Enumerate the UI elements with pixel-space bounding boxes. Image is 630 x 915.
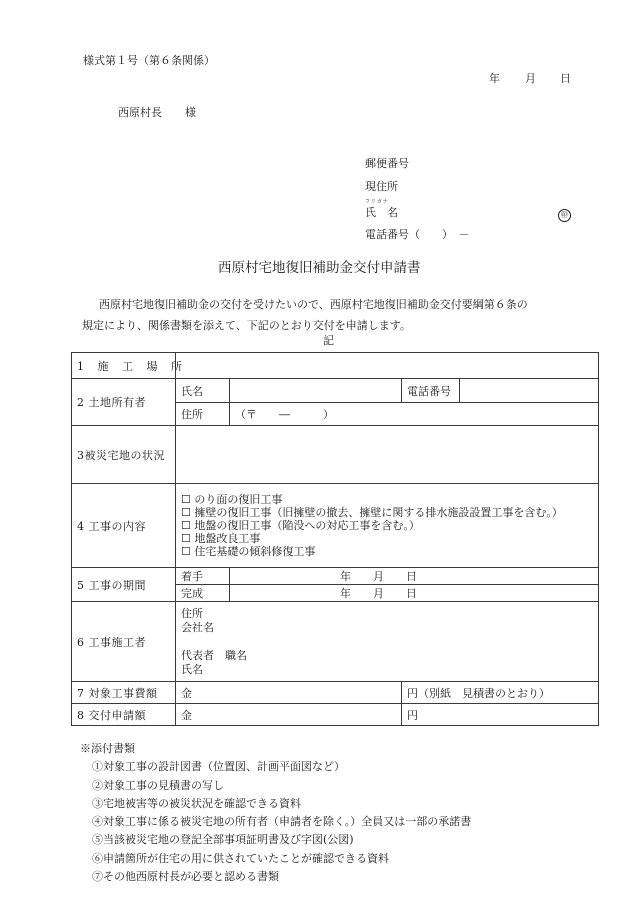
honorific: 様 bbox=[185, 106, 196, 119]
seal-mark: ㊞ bbox=[558, 209, 571, 222]
addressee: 西原村長 bbox=[118, 106, 162, 119]
phone-label: 電話番号（ ） － bbox=[365, 228, 470, 241]
target-cost-prefix[interactable]: 金 bbox=[176, 682, 402, 704]
owner-phone-field[interactable] bbox=[460, 379, 599, 403]
attachment-item: ③宅地被害等の被災状況を確認できる資料 bbox=[92, 796, 301, 810]
contractor-name-label: 氏名 bbox=[181, 662, 203, 676]
work-start-label: 着手 bbox=[176, 568, 230, 585]
intro-line-1: 西原村宅地復旧補助金の交付を受けたいので、西原村宅地復旧補助金交付要綱第６条の bbox=[99, 298, 528, 311]
contractor-field[interactable] bbox=[176, 602, 599, 682]
work-start-date-field[interactable]: 年 月 日 bbox=[230, 568, 599, 585]
row-work-period-start bbox=[72, 568, 599, 585]
contractor-address-label: 住所 bbox=[181, 606, 203, 620]
contractor-label: 6 工事施工者 bbox=[72, 602, 176, 682]
row-contractor bbox=[72, 602, 599, 682]
seal-mark-icon bbox=[558, 207, 571, 222]
row-damage-status bbox=[72, 426, 599, 484]
work-option-ground-improvement-checkbox[interactable]: ☐ 地盤改良工事 bbox=[181, 532, 261, 545]
owner-address-field[interactable] bbox=[230, 403, 599, 426]
work-option-retaining-wall-checkbox[interactable]: ☐ 擁壁の復旧工事（旧擁壁の撤去、擁壁に関する排水施設設置工事を含む。） bbox=[181, 506, 563, 519]
date-day-label: 日 bbox=[560, 72, 571, 85]
row-work-content bbox=[72, 484, 599, 568]
damage-status-label: 3被災宅地の状況 bbox=[72, 426, 176, 484]
owner-phone-label: 電話番号 bbox=[402, 379, 460, 403]
land-owner-label: 2 土地所有者 bbox=[72, 379, 176, 426]
row-grant-amount bbox=[72, 704, 599, 726]
applicant-name-label: 氏 名 bbox=[365, 206, 398, 219]
attachment-item: ⑦その他西原村長が必要と認める書類 bbox=[92, 870, 279, 884]
address-label: 現住所 bbox=[365, 180, 398, 193]
ki-marker: 記 bbox=[323, 334, 334, 347]
intro-line-2: 規定により、関係書類を添えて、下記のとおり交付を申請します。 bbox=[82, 319, 411, 332]
damage-status-field[interactable] bbox=[176, 426, 599, 484]
owner-postal-hint: （〒 ― ） bbox=[235, 408, 334, 421]
work-option-slope-checkbox[interactable]: ☐ のり面の復旧工事 bbox=[181, 493, 283, 506]
attachment-item: ⑥申請箇所が住宅の用に供されていたことが確認できる資料 bbox=[92, 851, 389, 865]
target-cost-label: 7 対象工事費額 bbox=[72, 682, 176, 704]
row-target-cost bbox=[72, 682, 599, 704]
intro-text bbox=[82, 294, 574, 336]
owner-name-label: 氏名 bbox=[176, 379, 230, 403]
application-form-table bbox=[71, 352, 599, 726]
work-content-label: 4 工事の内容 bbox=[72, 484, 176, 568]
grant-amount-label: 8 交付申請額 bbox=[72, 704, 176, 726]
construction-site-label: 1 施 工 場 所 bbox=[72, 353, 176, 379]
construction-site-field[interactable] bbox=[176, 353, 599, 379]
attachments-list bbox=[80, 740, 471, 886]
attachments-heading: ※添付書類 bbox=[80, 742, 135, 755]
work-option-ground-restoration-checkbox[interactable]: ☐ 地盤の復旧工事（陥没への対応工事を含む。） bbox=[181, 519, 420, 532]
grant-amount-prefix[interactable]: 金 bbox=[176, 704, 402, 726]
work-end-label: 完成 bbox=[176, 585, 230, 602]
postal-code-label: 郵便番号 bbox=[365, 157, 409, 170]
work-option-foundation-tilt-checkbox[interactable]: ☐ 住宅基礎の傾斜修復工事 bbox=[181, 545, 316, 558]
contractor-representative-label: 代表者 職名 bbox=[181, 648, 247, 662]
row-construction-site bbox=[72, 353, 599, 379]
contractor-spacer bbox=[181, 635, 593, 649]
work-period-label: 5 工事の期間 bbox=[72, 568, 176, 602]
date-month-label: 月 bbox=[525, 72, 536, 85]
document-title: 西原村宅地復旧補助金交付申請書 bbox=[218, 260, 421, 276]
row-land-owner-name bbox=[72, 379, 599, 403]
date-year-label: 年 bbox=[489, 72, 500, 85]
work-end-date-field[interactable]: 年 月 日 bbox=[230, 585, 599, 602]
target-cost-suffix: 円（別紙 見積書のとおり） bbox=[402, 682, 599, 704]
form-number: 様式第１号（第６条関係） bbox=[83, 54, 215, 67]
furigana-label: フリガナ bbox=[365, 199, 389, 205]
attachment-item: ②対象工事の見積書の写し bbox=[92, 778, 224, 792]
owner-name-field[interactable] bbox=[230, 379, 402, 403]
work-content-options bbox=[176, 484, 599, 568]
contractor-company-label: 会社名 bbox=[181, 620, 214, 634]
grant-amount-suffix: 円 bbox=[402, 704, 599, 726]
attachment-item: ④対象工事に係る被災宅地の所有者（申請者を除く。）全員又は一部の承諾書 bbox=[92, 815, 472, 829]
owner-address-label: 住所 bbox=[176, 403, 230, 426]
attachment-item: ⑤当該被災宅地の登記全部事項証明書及び字図(公図) bbox=[92, 833, 354, 847]
attachment-item: ①対象工事の設計図書（位置図、計画平面図など） bbox=[92, 760, 345, 774]
